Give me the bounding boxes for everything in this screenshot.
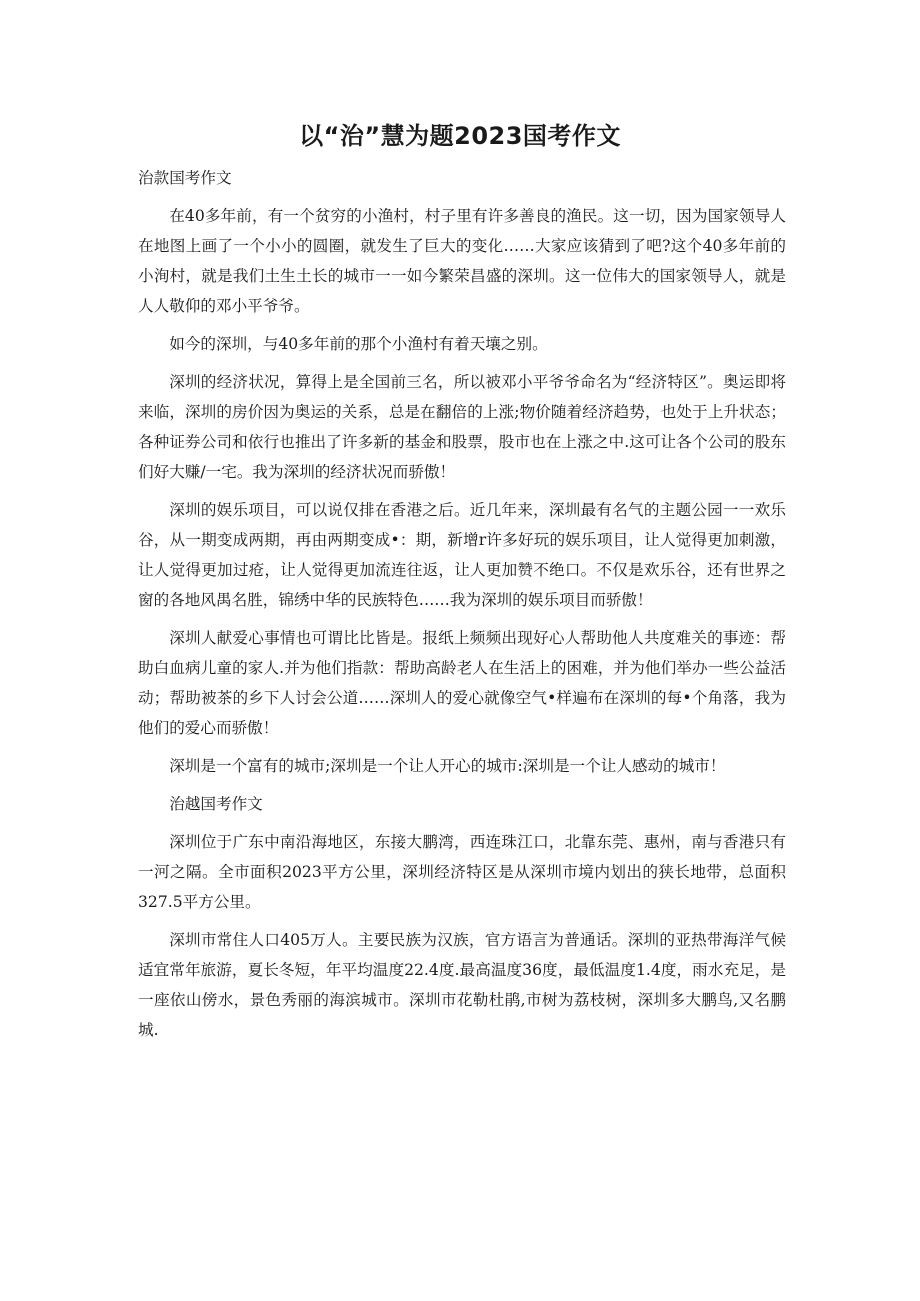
paragraph: 在40多年前，有一个贫穷的小渔村，村子里有许多善良的渔民。这一切，因为国家领导人在地图上画了一个小小的圆圈，就发生了巨大的变化……大家应该猜到了吧?这个40多年前的小洵村，就是我们土生土长的城市一一如今繁荣昌盛的深圳。这一位伟大的国家领导人，就是人人敬仰的邓小平爷爷。: [138, 207, 786, 315]
paragraph: 深圳是一个富有的城市;深圳是一个让人开心的城市:深圳是一个让人感动的城市！: [169, 757, 726, 775]
paragraph: 深圳的娱乐项目，可以说仅排在香港之后。近几年来，深圳最有名气的主题公园一一欢乐谷，从一期变成两期，再由两期变成•：期，新增r许多好玩的娱乐项目，让人觉得更加刺激，让人觉得更加过疮，让人觉得更加流连往返，让人更加赞不绝口。不仅是欢乐谷，还有世界之窗的各地风禺名胜，锦绣中华的民族特色……我为深圳的娱乐项目而骄傲！: [138, 501, 786, 609]
section-heading: 治款国考作文: [138, 169, 232, 187]
section-heading: 治越国考作文: [169, 795, 263, 813]
document-title: 以“治”慧为题2023国考作文: [299, 122, 621, 150]
paragraph: 深圳的经济状况，算得上是全国前三名，所以被邓小平爷爷命名为“经济特区”。奥运即将来临，深圳的房价因为奥运的关系，总是在翻倍的上涨;物价随着经济趋势，也处于上升状态；各种证券公司和依行也推出了许多新的基金和股票，股市也在上涨之中.这可让各个公司的股东们好大赚/一宅。我为深圳的经济状况而骄傲！: [138, 373, 786, 481]
paragraph: 深圳位于广东中南沿海地区，东接大鹏湾，西连珠江口，北靠东莞、惠州，南与香港只有一河之隔。全市面积2023平方公里，深圳经济特区是从深圳市境内划出的狭长地带，总面积327.5平方公里。: [138, 833, 786, 911]
document-body: [138, 163, 786, 1053]
paragraph: 如今的深圳，与40多年前的那个小渔村有着天壤之别。: [169, 335, 548, 353]
paragraph: 深圳人献爱心事情也可谓比比皆是。报纸上频频出现好心人帮助他人共度难关的事迹：帮助白血病儿童的家人.并为他们指款：帮助高龄老人在生活上的困难，并为他们举办一些公益活动；帮助被茶的乡下人讨会公道……深圳人的爱心就像空气•样遍布在深圳的每•个角落，我为他们的爱心而骄傲！: [138, 629, 786, 737]
paragraph: 深圳市常住人口405万人。主要民族为汉族，官方语言为普通话。深圳的亚热带海洋气候适宜常年旅游，夏长冬短，年平均温度22.4度.最高温度36度，最低温度1.4度，雨水充足，是一座依山傍水，景色秀丽的海滨城市。深圳市花勒杜鹃,市树为荔枝树，深圳多大鹏鸟,又名鹏城.: [138, 931, 786, 1039]
